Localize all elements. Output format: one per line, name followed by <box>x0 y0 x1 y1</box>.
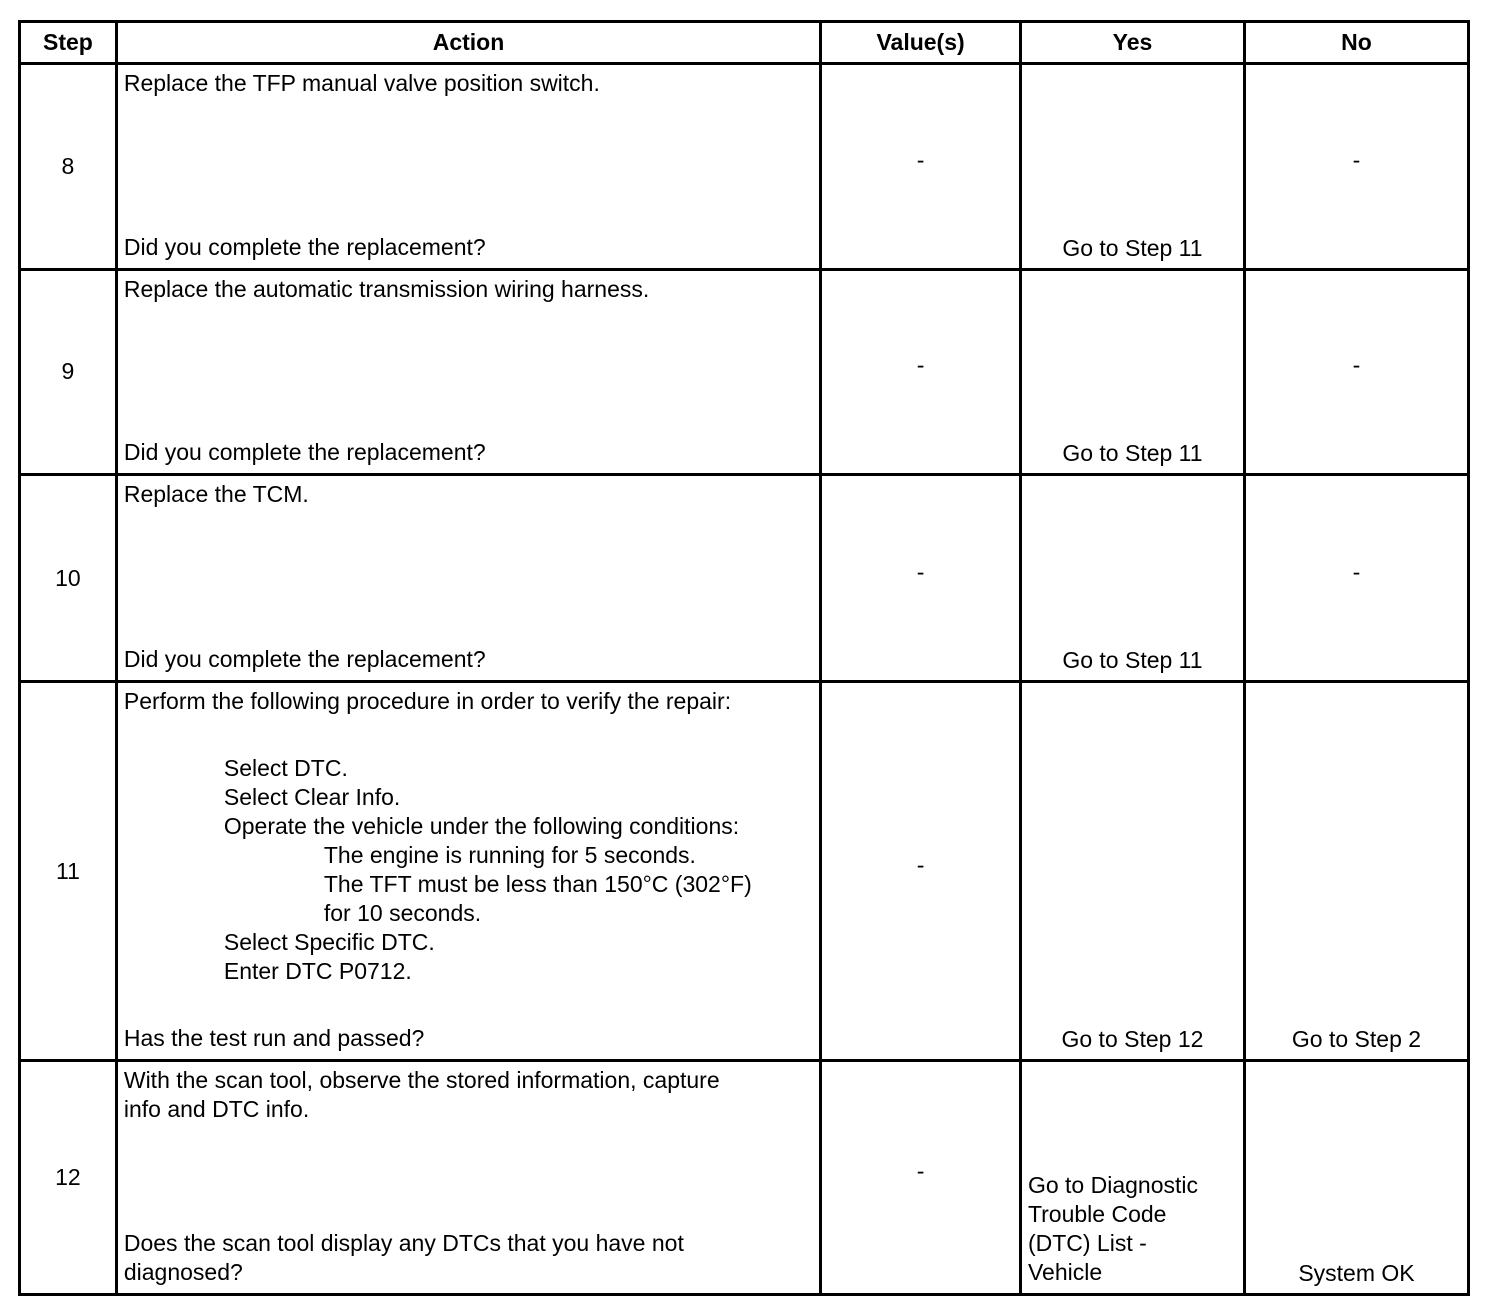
table-row <box>20 681 1469 1060</box>
step-number: 10 <box>20 475 117 682</box>
step-number: 12 <box>20 1061 117 1295</box>
action-intro: With the scan tool, observe the stored information, capture <box>123 1067 720 1094</box>
header-step: Step <box>20 22 117 64</box>
step-number: 11 <box>20 681 117 1060</box>
header-action: Action <box>116 22 820 64</box>
action-intro: Perform the following procedure in order to verify the repair: <box>123 687 732 714</box>
yes-cell <box>1020 1061 1244 1295</box>
values-cell: - <box>821 64 1021 270</box>
header-no: No <box>1244 22 1468 64</box>
values-cell: - <box>821 269 1021 475</box>
values-cell: - <box>821 681 1021 1060</box>
header-values: Value(s) <box>821 22 1021 64</box>
diagnostic-table <box>18 20 1470 1296</box>
procedure-substep: The TFT must be less than 150°C (302°F) <box>323 870 752 897</box>
table-row <box>20 1061 1469 1295</box>
procedure-step: Select Clear Info. <box>223 783 401 810</box>
action-intro: Replace the TFP manual valve position switch. <box>123 70 600 96</box>
procedure-step: Select Specific DTC. <box>223 928 435 955</box>
action-intro: Replace the automatic transmission wiring harness. <box>123 275 650 302</box>
action-question: diagnosed? <box>123 1259 243 1285</box>
yes-cell: Go to Step 11 <box>1020 475 1244 682</box>
header-yes: Yes <box>1020 22 1244 64</box>
action-question: Did you complete the replacement? <box>123 439 486 466</box>
yes-line: Go to Diagnostic <box>1027 1172 1198 1198</box>
yes-cell: Go to Step 12 <box>1020 681 1244 1060</box>
procedure-step: Enter DTC P0712. <box>223 957 412 984</box>
procedure-substep: for 10 seconds. <box>323 899 482 926</box>
no-cell: Go to Step 2 <box>1244 681 1468 1060</box>
procedure-step: Select DTC. <box>223 754 348 781</box>
action-intro: info and DTC info. <box>123 1096 310 1123</box>
yes-cell: Go to Step 11 <box>1020 269 1244 475</box>
step-number: 8 <box>20 64 117 270</box>
yes-line: Vehicle <box>1027 1259 1103 1285</box>
procedure-substep: The engine is running for 5 seconds. <box>323 841 696 868</box>
table-row <box>20 475 1469 682</box>
procedure-step: Operate the vehicle under the following conditions: <box>223 812 740 839</box>
yes-cell: Go to Step 11 <box>1020 64 1244 270</box>
no-cell: System OK <box>1244 1061 1468 1295</box>
action-question: Did you complete the replacement? <box>123 645 486 672</box>
no-cell: - <box>1244 475 1468 682</box>
no-cell: - <box>1244 64 1468 270</box>
action-intro: Replace the TCM. <box>123 481 309 508</box>
action-cell <box>116 475 820 682</box>
yes-line: (DTC) List - <box>1027 1230 1147 1256</box>
action-question: Does the scan tool display any DTCs that you have not <box>123 1230 684 1256</box>
step-number: 9 <box>20 269 117 475</box>
action-question: Did you complete the replacement? <box>123 233 486 260</box>
action-cell <box>116 64 820 270</box>
action-cell <box>116 1061 820 1295</box>
header-row <box>20 22 1469 64</box>
yes-line: Trouble Code <box>1027 1201 1167 1227</box>
no-cell: - <box>1244 269 1468 475</box>
table-row <box>20 269 1469 475</box>
action-cell <box>116 269 820 475</box>
procedure-list <box>224 754 809 986</box>
action-question: Has the test run and passed? <box>123 1025 425 1052</box>
table-row <box>20 64 1469 270</box>
values-cell: - <box>821 1061 1021 1295</box>
action-cell <box>116 681 820 1060</box>
values-cell: - <box>821 475 1021 682</box>
